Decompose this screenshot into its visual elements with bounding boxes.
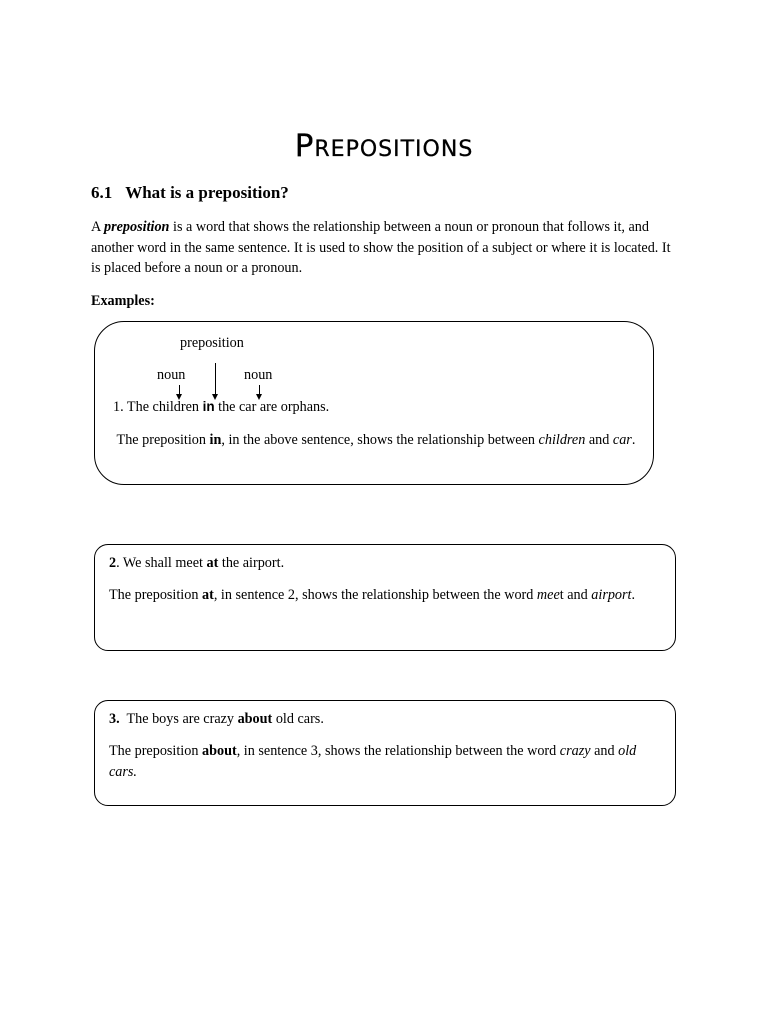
section-number: 6.1 <box>91 183 113 202</box>
example-explanation-2: The preposition at, in sentence 2, shows the relationship between the word meet and airport. <box>109 587 636 603</box>
example-sentence-2: 2. We shall meet at the airport. <box>109 555 285 571</box>
example-box-2 <box>94 544 676 651</box>
label-preposition: preposition <box>180 335 244 351</box>
noun-arrow-1 <box>179 385 180 396</box>
preposition-arrow <box>215 363 216 396</box>
label-noun-1: noun <box>157 367 186 383</box>
example-explanation-3: The preposition about, in sentence 3, shows the relationship between the word crazy and old cars. <box>109 743 637 780</box>
noun-arrow-2 <box>259 385 260 396</box>
example-explanation-1: The preposition in, in the above sentence, shows the relationship between children and car. <box>116 432 636 448</box>
label-noun-2: noun <box>244 367 273 383</box>
example-sentence-1: 1. The children in the car are orphans. <box>113 399 330 415</box>
examples-label: Examples: <box>91 293 155 309</box>
intro-term: preposition <box>104 219 170 235</box>
page-title: Prepositions <box>294 128 474 164</box>
example-sentence-3: 3. The boys are crazy about old cars. <box>109 711 324 727</box>
intro-paragraph <box>91 217 681 279</box>
preposition-in: in <box>202 399 215 414</box>
example-box-1 <box>94 321 654 485</box>
intro-article: A <box>91 219 101 235</box>
section-heading <box>91 183 289 203</box>
example-box-3 <box>94 700 676 806</box>
intro-text: is a word that shows the relationship between a noun or pronoun that follows it, and another word in the same sentence. It is used to show the position of a subject or where it is located. It is placed before a noun or a pronoun. <box>91 219 671 276</box>
section-heading-text: What is a preposition? <box>125 183 289 202</box>
